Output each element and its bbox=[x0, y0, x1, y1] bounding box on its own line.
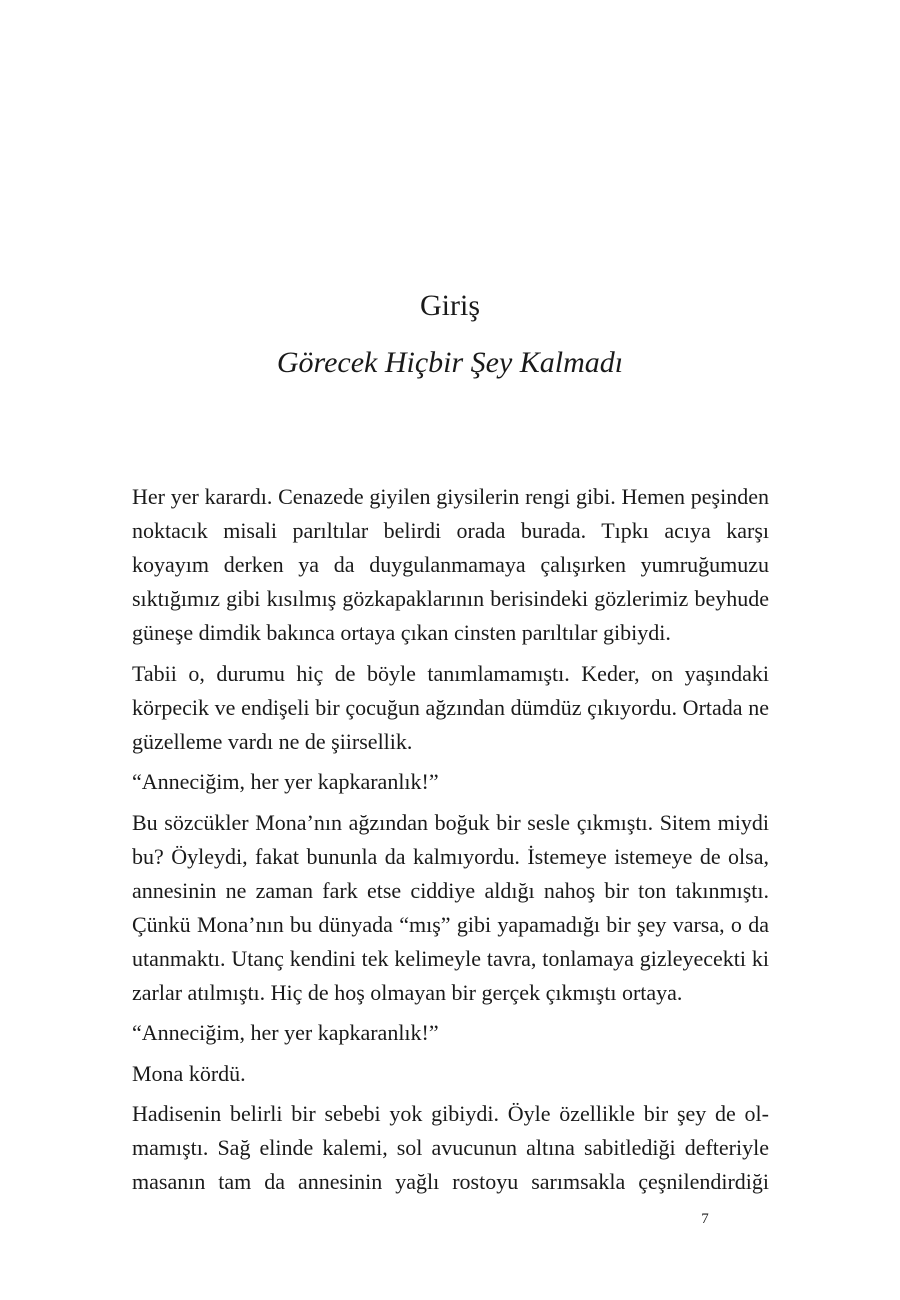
paragraph: Mona kördü. bbox=[132, 1060, 246, 1086]
paragraph: Bu sözcükler Mona’nın ağzından boğuk bir sesle çıkmıştı. Sitem miydi bu? Öyleydi, fakat bununla da kalmıyordu. İstemeye istemeye de olsa, annesinin ne zaman fark etse ciddiye aldığı nahoş bir ton takınmıştı. Çünkü Mona’nın bu dünyada “mış” gibi yapamadığı bir şey varsa, o da utanmaktı. Utanç kendini tek kelimeyle tavra, tonlamaya gizleyecekti ki zarlar atılmıştı. Hiç de hoş olmayan bir gerçek çıkmıştı ortaya. bbox=[132, 809, 769, 1005]
chapter-subtitle: Görecek Hiçbir Şey Kalmadı bbox=[276, 346, 624, 379]
page-number: 7 bbox=[701, 1211, 709, 1227]
paragraph: Hadisenin belirli bir sebebi yok gibiydi. Öyle özellikle bir şey de olmamıştı. Sağ elinde kalemi, sol avucunun altına sabitlediği defteriyle masanın tam da annesinin yağlı rostoyu sarımsakla çeşnilendirdiği bbox=[132, 1101, 769, 1194]
dialogue-line: “Anneciğim, her yer kapkaranlık!” bbox=[132, 1020, 439, 1045]
chapter-title: Giriş bbox=[420, 289, 480, 322]
body-text bbox=[132, 480, 769, 1206]
paragraph: Her yer karardı. Cenazede giyilen giysilerin rengi gibi. Hemen peşinden noktacık misali parıltılar belirdi orada burada. Tıpkı acıya karşı koyayım derken ya da duygulanmamaya çalışırken yumruğumuzu sıktığımız gibi kısılmış gözkapaklarının berisindeki gözlerimiz beyhude güneşe dimdik bakınca ortaya çıkan cinsten parıltılar gibiydi. bbox=[132, 484, 769, 645]
dialogue-line: “Anneciğim, her yer kapkaranlık!” bbox=[132, 769, 439, 794]
paragraph: Tabii o, durumu hiç de böyle tanımlamamıştı. Keder, on yaşındaki körpecik ve endişeli bir çocuğun ağzından dümdüz çıkıyordu. Ortada ne güzelleme vardı ne de şiirsellik. bbox=[132, 660, 769, 754]
